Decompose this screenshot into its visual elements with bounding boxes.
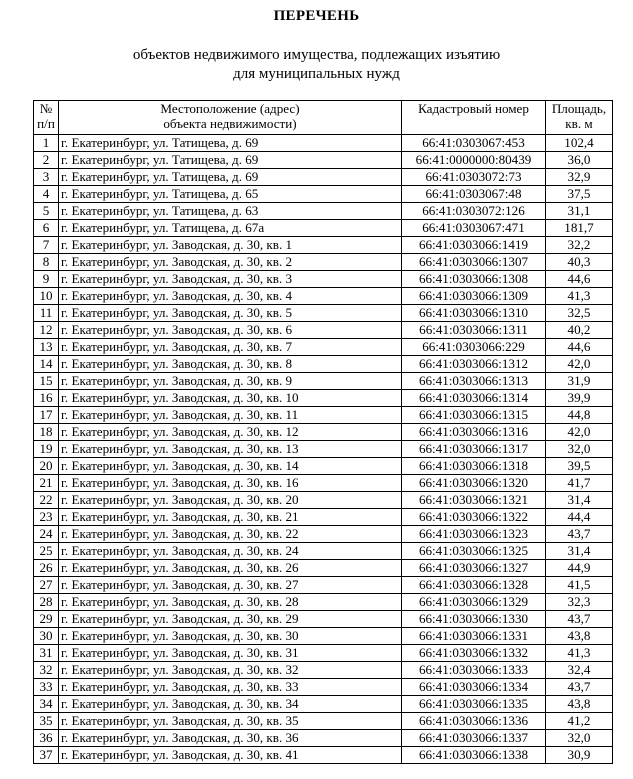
row-cadastral-cell: 66:41:0303067:471	[402, 220, 546, 237]
row-area-cell: 31,4	[546, 543, 613, 560]
document-subtitle	[0, 46, 633, 84]
row-number-cell: 15	[34, 373, 59, 390]
row-cadastral-cell: 66:41:0303066:1332	[402, 645, 546, 662]
row-area-cell: 102,4	[546, 135, 613, 152]
row-number-cell: 17	[34, 407, 59, 424]
table-row	[34, 220, 613, 237]
row-cadastral-cell: 66:41:0303066:1308	[402, 271, 546, 288]
table-row	[34, 543, 613, 560]
header-area	[546, 101, 613, 135]
row-area-cell: 41,3	[546, 645, 613, 662]
row-address-cell: г. Екатеринбург, ул. Заводская, д. 30, кв. 21	[59, 509, 402, 526]
row-address-cell: г. Екатеринбург, ул. Заводская, д. 30, кв. 9	[59, 373, 402, 390]
row-area-cell: 44,8	[546, 407, 613, 424]
row-address-cell: г. Екатеринбург, ул. Заводская, д. 30, кв. 14	[59, 458, 402, 475]
row-cadastral-cell: 66:41:0303066:1335	[402, 696, 546, 713]
row-cadastral-cell: 66:41:0303066:1328	[402, 577, 546, 594]
row-cadastral-cell: 66:41:0303066:1330	[402, 611, 546, 628]
table-row	[34, 577, 613, 594]
header-cadastral: Кадастровый номер	[402, 101, 546, 135]
row-address-cell: г. Екатеринбург, ул. Заводская, д. 30, кв. 22	[59, 526, 402, 543]
table-row	[34, 645, 613, 662]
row-address-cell: г. Екатеринбург, ул. Заводская, д. 30, кв. 35	[59, 713, 402, 730]
row-area-cell: 31,4	[546, 492, 613, 509]
table-row	[34, 594, 613, 611]
table-row	[34, 424, 613, 441]
table-row	[34, 441, 613, 458]
row-area-cell: 31,9	[546, 373, 613, 390]
row-area-cell: 31,1	[546, 203, 613, 220]
row-cadastral-cell: 66:41:0303066:1317	[402, 441, 546, 458]
header-address-line-1: Местоположение (адрес)	[160, 101, 300, 116]
row-address-cell: г. Екатеринбург, ул. Татищева, д. 69	[59, 135, 402, 152]
row-address-cell: г. Екатеринбург, ул. Татищева, д. 65	[59, 186, 402, 203]
table-row	[34, 356, 613, 373]
row-number-cell: 4	[34, 186, 59, 203]
subtitle-line-2: для муниципальных нужд	[233, 66, 400, 82]
row-area-cell: 44,4	[546, 509, 613, 526]
row-number-cell: 21	[34, 475, 59, 492]
row-area-cell: 32,0	[546, 441, 613, 458]
table-row	[34, 628, 613, 645]
property-table	[33, 100, 613, 764]
row-address-cell: г. Екатеринбург, ул. Заводская, д. 30, кв. 4	[59, 288, 402, 305]
row-cadastral-cell: 66:41:0303066:1314	[402, 390, 546, 407]
row-cadastral-cell: 66:41:0303066:1327	[402, 560, 546, 577]
row-area-cell: 39,9	[546, 390, 613, 407]
row-area-cell: 43,8	[546, 628, 613, 645]
table-row	[34, 492, 613, 509]
row-address-cell: г. Екатеринбург, ул. Татищева, д. 69	[59, 152, 402, 169]
table-row	[34, 169, 613, 186]
row-area-cell: 36,0	[546, 152, 613, 169]
row-cadastral-cell: 66:41:0303066:1337	[402, 730, 546, 747]
table-row	[34, 696, 613, 713]
row-address-cell: г. Екатеринбург, ул. Заводская, д. 30, кв. 32	[59, 662, 402, 679]
table-row	[34, 271, 613, 288]
row-number-cell: 14	[34, 356, 59, 373]
row-address-cell: г. Екатеринбург, ул. Заводская, д. 30, кв. 8	[59, 356, 402, 373]
row-area-cell: 181,7	[546, 220, 613, 237]
row-area-cell: 41,7	[546, 475, 613, 492]
table-row	[34, 254, 613, 271]
row-area-cell: 40,2	[546, 322, 613, 339]
row-area-cell: 32,4	[546, 662, 613, 679]
row-number-cell: 12	[34, 322, 59, 339]
row-number-cell: 23	[34, 509, 59, 526]
table-row	[34, 679, 613, 696]
table-row	[34, 747, 613, 764]
row-area-cell: 44,6	[546, 339, 613, 356]
table-row	[34, 390, 613, 407]
row-cadastral-cell: 66:41:0303067:453	[402, 135, 546, 152]
row-cadastral-cell: 66:41:0303066:1307	[402, 254, 546, 271]
row-cadastral-cell: 66:41:0303066:1322	[402, 509, 546, 526]
row-number-cell: 24	[34, 526, 59, 543]
row-area-cell: 30,9	[546, 747, 613, 764]
row-number-cell: 37	[34, 747, 59, 764]
row-number-cell: 19	[34, 441, 59, 458]
row-cadastral-cell: 66:41:0303066:1334	[402, 679, 546, 696]
row-address-cell: г. Екатеринбург, ул. Заводская, д. 30, кв. 20	[59, 492, 402, 509]
row-cadastral-cell: 66:41:0303066:1325	[402, 543, 546, 560]
table-row	[34, 152, 613, 169]
row-address-cell: г. Екатеринбург, ул. Заводская, д. 30, кв. 24	[59, 543, 402, 560]
row-address-cell: г. Екатеринбург, ул. Татищева, д. 69	[59, 169, 402, 186]
row-cadastral-cell: 66:41:0303066:1321	[402, 492, 546, 509]
table-row	[34, 475, 613, 492]
table-row	[34, 526, 613, 543]
row-area-cell: 39,5	[546, 458, 613, 475]
row-area-cell: 43,7	[546, 526, 613, 543]
row-area-cell: 32,0	[546, 730, 613, 747]
row-area-cell: 37,5	[546, 186, 613, 203]
row-number-cell: 26	[34, 560, 59, 577]
row-area-cell: 32,3	[546, 594, 613, 611]
row-cadastral-cell: 66:41:0303066:1333	[402, 662, 546, 679]
header-address	[59, 101, 402, 135]
row-cadastral-cell: 66:41:0303066:1313	[402, 373, 546, 390]
header-number	[34, 101, 59, 135]
row-address-cell: г. Екатеринбург, ул. Заводская, д. 30, кв. 36	[59, 730, 402, 747]
row-cadastral-cell: 66:41:0303066:1323	[402, 526, 546, 543]
table-row	[34, 407, 613, 424]
row-cadastral-cell: 66:41:0303066:1419	[402, 237, 546, 254]
table-row	[34, 288, 613, 305]
row-address-cell: г. Екатеринбург, ул. Заводская, д. 30, кв. 33	[59, 679, 402, 696]
row-address-cell: г. Екатеринбург, ул. Заводская, д. 30, кв. 27	[59, 577, 402, 594]
row-address-cell: г. Екатеринбург, ул. Заводская, д. 30, кв. 41	[59, 747, 402, 764]
row-address-cell: г. Екатеринбург, ул. Заводская, д. 30, кв. 5	[59, 305, 402, 322]
table-row	[34, 186, 613, 203]
header-number-line-1: №	[39, 101, 53, 116]
row-address-cell: г. Екатеринбург, ул. Заводская, д. 30, кв. 13	[59, 441, 402, 458]
row-cadastral-cell: 66:41:0303066:1310	[402, 305, 546, 322]
row-area-cell: 43,7	[546, 679, 613, 696]
row-number-cell: 29	[34, 611, 59, 628]
row-area-cell: 44,9	[546, 560, 613, 577]
row-address-cell: г. Екатеринбург, ул. Заводская, д. 30, кв. 31	[59, 645, 402, 662]
row-cadastral-cell: 66:41:0303072:73	[402, 169, 546, 186]
row-area-cell: 44,6	[546, 271, 613, 288]
row-cadastral-cell: 66:41:0303066:1338	[402, 747, 546, 764]
row-address-cell: г. Екатеринбург, ул. Заводская, д. 30, кв. 26	[59, 560, 402, 577]
table-row	[34, 339, 613, 356]
row-area-cell: 32,2	[546, 237, 613, 254]
row-address-cell: г. Екатеринбург, ул. Заводская, д. 30, кв. 29	[59, 611, 402, 628]
table-row	[34, 203, 613, 220]
row-cadastral-cell: 66:41:0303066:1316	[402, 424, 546, 441]
table-row	[34, 458, 613, 475]
row-number-cell: 25	[34, 543, 59, 560]
row-number-cell: 9	[34, 271, 59, 288]
header-area-line-2: кв. м	[565, 116, 593, 131]
row-number-cell: 3	[34, 169, 59, 186]
row-cadastral-cell: 66:41:0000000:80439	[402, 152, 546, 169]
row-address-cell: г. Екатеринбург, ул. Татищева, д. 63	[59, 203, 402, 220]
table-row	[34, 237, 613, 254]
row-number-cell: 27	[34, 577, 59, 594]
table-row	[34, 509, 613, 526]
table-row	[34, 611, 613, 628]
row-address-cell: г. Екатеринбург, ул. Татищева, д. 67а	[59, 220, 402, 237]
table-row	[34, 322, 613, 339]
row-number-cell: 1	[34, 135, 59, 152]
table-row	[34, 135, 613, 152]
row-cadastral-cell: 66:41:0303066:1331	[402, 628, 546, 645]
row-number-cell: 10	[34, 288, 59, 305]
table-row	[34, 560, 613, 577]
row-number-cell: 7	[34, 237, 59, 254]
row-cadastral-cell: 66:41:0303066:1311	[402, 322, 546, 339]
row-address-cell: г. Екатеринбург, ул. Заводская, д. 30, кв. 11	[59, 407, 402, 424]
row-number-cell: 35	[34, 713, 59, 730]
row-cadastral-cell: 66:41:0303066:229	[402, 339, 546, 356]
row-number-cell: 18	[34, 424, 59, 441]
row-number-cell: 2	[34, 152, 59, 169]
row-cadastral-cell: 66:41:0303066:1336	[402, 713, 546, 730]
row-cadastral-cell: 66:41:0303066:1320	[402, 475, 546, 492]
row-cadastral-cell: 66:41:0303066:1329	[402, 594, 546, 611]
table-body	[34, 135, 613, 764]
row-number-cell: 22	[34, 492, 59, 509]
row-number-cell: 6	[34, 220, 59, 237]
row-address-cell: г. Екатеринбург, ул. Заводская, д. 30, кв. 2	[59, 254, 402, 271]
row-area-cell: 41,2	[546, 713, 613, 730]
row-area-cell: 41,5	[546, 577, 613, 594]
row-address-cell: г. Екатеринбург, ул. Заводская, д. 30, кв. 12	[59, 424, 402, 441]
row-cadastral-cell: 66:41:0303066:1315	[402, 407, 546, 424]
row-area-cell: 41,3	[546, 288, 613, 305]
header-address-line-2: объекта недвижимости)	[163, 116, 297, 131]
row-address-cell: г. Екатеринбург, ул. Заводская, д. 30, кв. 30	[59, 628, 402, 645]
row-cadastral-cell: 66:41:0303066:1309	[402, 288, 546, 305]
row-area-cell: 32,9	[546, 169, 613, 186]
row-area-cell: 43,8	[546, 696, 613, 713]
header-number-line-2: п/п	[37, 116, 55, 131]
subtitle-line-1: объектов недвижимого имущества, подлежащих изъятию	[132, 47, 501, 63]
row-cadastral-cell: 66:41:0303066:1318	[402, 458, 546, 475]
row-address-cell: г. Екатеринбург, ул. Заводская, д. 30, кв. 3	[59, 271, 402, 288]
row-address-cell: г. Екатеринбург, ул. Заводская, д. 30, кв. 6	[59, 322, 402, 339]
table-row	[34, 662, 613, 679]
row-area-cell: 42,0	[546, 356, 613, 373]
row-address-cell: г. Екатеринбург, ул. Заводская, д. 30, кв. 1	[59, 237, 402, 254]
row-number-cell: 34	[34, 696, 59, 713]
table-header-row	[34, 101, 613, 135]
row-number-cell: 30	[34, 628, 59, 645]
row-number-cell: 28	[34, 594, 59, 611]
row-number-cell: 32	[34, 662, 59, 679]
row-number-cell: 20	[34, 458, 59, 475]
row-address-cell: г. Екатеринбург, ул. Заводская, д. 30, кв. 10	[59, 390, 402, 407]
table-row	[34, 730, 613, 747]
row-number-cell: 36	[34, 730, 59, 747]
row-address-cell: г. Екатеринбург, ул. Заводская, д. 30, кв. 7	[59, 339, 402, 356]
row-number-cell: 31	[34, 645, 59, 662]
table-row	[34, 373, 613, 390]
row-number-cell: 8	[34, 254, 59, 271]
row-number-cell: 33	[34, 679, 59, 696]
row-cadastral-cell: 66:41:0303067:48	[402, 186, 546, 203]
table-row	[34, 305, 613, 322]
row-area-cell: 43,7	[546, 611, 613, 628]
row-cadastral-cell: 66:41:0303066:1312	[402, 356, 546, 373]
document-title: ПЕРЕЧЕНЬ	[273, 8, 360, 24]
row-area-cell: 42,0	[546, 424, 613, 441]
row-address-cell: г. Екатеринбург, ул. Заводская, д. 30, кв. 34	[59, 696, 402, 713]
row-area-cell: 40,3	[546, 254, 613, 271]
row-number-cell: 13	[34, 339, 59, 356]
row-address-cell: г. Екатеринбург, ул. Заводская, д. 30, кв. 16	[59, 475, 402, 492]
row-address-cell: г. Екатеринбург, ул. Заводская, д. 30, кв. 28	[59, 594, 402, 611]
row-area-cell: 32,5	[546, 305, 613, 322]
row-number-cell: 11	[34, 305, 59, 322]
row-cadastral-cell: 66:41:0303072:126	[402, 203, 546, 220]
row-number-cell: 16	[34, 390, 59, 407]
table-row	[34, 713, 613, 730]
header-area-line-1: Площадь,	[551, 101, 607, 116]
row-number-cell: 5	[34, 203, 59, 220]
